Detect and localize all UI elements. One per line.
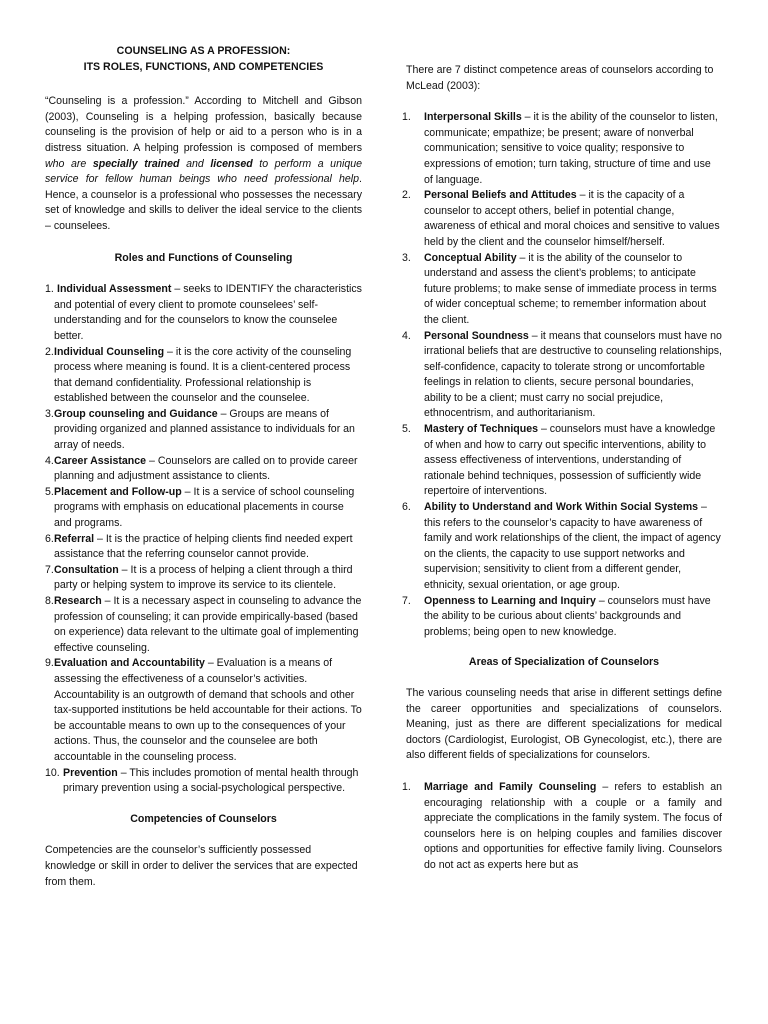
competence-description: – it is the capacity of a counselor to accept others, belief in potential change, awareness of ethical and moral choices and sensitive to values held by the client and the counselor himself/herself. — [424, 189, 720, 248]
roles-list-item — [45, 656, 362, 765]
competence-term: Personal Soundness — [424, 329, 529, 342]
roles-list-item — [45, 563, 362, 594]
list-number: 5. — [402, 423, 411, 436]
list-number: 6. — [45, 532, 54, 545]
competence-term: Interpersonal Skills — [424, 111, 522, 124]
intro-emphasis-1: who are — [45, 157, 93, 170]
competence-description: – counselors must have a knowledge of when and how to carry out specific interventions, ability to assess effectiveness of interventions, understanding of rationale behind techniques, possession of sufficiently wide repertoire of interventions. — [424, 423, 716, 498]
role-description: – It is the practice of helping clients find needed expert assistance that the referring counselor cannot provide. — [54, 532, 353, 561]
roles-heading: Roles and Functions of Counseling — [114, 251, 293, 264]
role-term: Prevention — [63, 766, 118, 779]
list-number: 6. — [402, 501, 411, 514]
specialization-list-item — [402, 780, 722, 874]
list-number: 2. — [45, 345, 54, 358]
role-description: – It is a process of helping a client through a third party or helping system to improve its service to its clientele. — [54, 563, 353, 592]
competence-term: Conceptual Ability — [424, 251, 517, 264]
list-number: 1. — [45, 283, 54, 296]
competence-list-item — [402, 251, 722, 329]
competence-term: Openness to Learning and Inquiry — [424, 594, 596, 607]
intro-emphasis-2: and — [179, 157, 211, 170]
competence-list-item — [402, 500, 722, 594]
role-description: – Groups are means of providing organized and planned assistance to individuals for an array of needs. — [54, 407, 355, 452]
competence-list-item — [402, 329, 722, 423]
role-term: Career Assistance — [54, 454, 147, 467]
roles-list-item — [45, 282, 362, 344]
right-column — [402, 63, 722, 874]
role-term: Research — [54, 595, 102, 607]
role-description: – It is a service of school counseling programs with emphasis on educational placements in course and programs. — [54, 485, 355, 530]
list-number: 7. — [402, 594, 411, 607]
competence-term: Ability to Understand and Work Within Social Systems — [424, 501, 699, 514]
role-description: – Evaluation is a means of assessing the effectiveness of a counselor’s activities. Accountability is an outgrowth of demand that schools and other tax-supported institutions be held accountable for their actions. To be accountable means to own up to the consequences of your actions. Thus, the counselor and the counselee are both accountable in the counseling process. — [54, 657, 362, 763]
specialization-heading: Areas of Specialization of Counselors — [468, 656, 660, 669]
intro-text-1: “Counseling is a profession.” According to Mitchell and Gibson (2003), Counseling is a helping profession, basically because counseling is the provision of help or aid to a person who is in a distress situation. A helping profession is composed of members — [45, 95, 362, 154]
competence-list-item — [402, 188, 722, 250]
role-description: – it is the core activity of the counseling process where meaning is found. It is a client-centered process that demand confidentiality. Professional relationship is established between the counselor and the counselee. — [54, 345, 352, 405]
role-term: Individual Assessment — [57, 283, 172, 296]
specialization-description: – refers to establish an encouraging relationship with a couple or a family and appreciate the complications in the family system. The focus of counselors here is on helping couples and families discover options and opportunities for effective family living. Counselors do not act as experts here but as — [424, 780, 722, 871]
list-number: 5. — [45, 485, 54, 498]
roles-list-item — [45, 485, 362, 532]
list-number: 10. — [45, 766, 60, 779]
specialization-list — [402, 780, 722, 874]
competence-list-item — [402, 110, 722, 188]
role-term: Group counseling and Guidance — [54, 407, 218, 420]
intro-bold-emphasis-2: licensed — [210, 157, 253, 170]
role-term: Consultation — [54, 563, 119, 576]
list-number: 7. — [45, 563, 54, 576]
competence-description: – counselors must have the ability to be curious about clients’ backgrounds and problems; being open to new knowledge. — [424, 594, 711, 638]
roles-list-item — [45, 345, 362, 407]
roles-list-item — [45, 407, 362, 454]
title-line-1: COUNSELING AS A PROFESSION: — [116, 45, 291, 57]
intro-bold-emphasis-1: specially trained — [92, 157, 180, 170]
competence-list-item — [402, 422, 722, 500]
list-number: 8. — [45, 595, 54, 607]
specialization-paragraph: The various counseling needs that arise in different settings define the career opportunities and specializations of counselors. Meaning, just as there are different specializations for medical doctors (Cardiologist, Eurologist, OB Gynecologist, etc.), there are also different fields of specializations for counselors. — [406, 686, 722, 762]
roles-list-item — [45, 766, 362, 797]
roles-list-item — [45, 532, 362, 563]
list-number: 1. — [402, 111, 411, 124]
competence-list-item — [402, 594, 722, 641]
list-number: 1. — [402, 780, 411, 793]
competence-description: – this refers to the counselor’s capacity to have awareness of family and work relationships of the client, the impact of agency on the clients, the capacity to use support networks and supervision; sensitivity to client from a different gender, ethnicity, sexual orientation, or age group. — [424, 501, 721, 591]
competencies-heading: Competencies of Counselors — [130, 812, 277, 825]
competence-areas-list — [402, 110, 722, 640]
competencies-paragraph: Competencies are the counselor’s sufficiently possessed knowledge or skill in order to deliver the services that are expected from them. — [45, 844, 358, 888]
list-number: 9. — [45, 657, 54, 670]
title-line-2: ITS ROLES, FUNCTIONS, AND COMPETENCIES — [83, 60, 324, 73]
role-description: – It is a necessary aspect in counseling to advance the profession of counseling; it can provide empirically-based (based on experience) data relevant to the ultimate goal of implementing effective counseling. — [54, 595, 362, 654]
role-description: – seeks to IDENTIFY the characteristics and potential of every client to promote counselees’ self-understanding and for the counselors to know the counselee better. — [54, 283, 362, 342]
competence-term: Mastery of Techniques — [424, 423, 539, 436]
list-number: 4. — [402, 329, 411, 342]
roles-list-item — [45, 594, 362, 656]
competence-description: – it is the ability of the counselor to understand and assess the client’s problems; to anticipate future problems; to make sense of immediate process in terms of wider conceptual scheme; to remember information about the client. — [424, 251, 717, 326]
roles-list-item — [45, 454, 362, 485]
role-term: Referral — [54, 532, 95, 545]
competence-intro: There are 7 distinct competence areas of counselors according to McLead (2003): — [406, 64, 714, 92]
competence-description: – it is the ability of the counselor to listen, communicate; empathize; be present; aware of nonverbal communication; sensitive to voice quality; responsive to expressions of emotion; turn taking, structure of time and use of language. — [424, 111, 718, 186]
list-number: 4. — [45, 454, 54, 467]
role-term: Individual Counseling — [54, 345, 165, 358]
intro-emphasis-3: to perform a unique service for fellow human beings who need professional help — [45, 157, 362, 186]
list-number: 2. — [402, 189, 411, 202]
role-term: Evaluation and Accountability — [54, 657, 205, 670]
intro-text-2: . Hence, a counselor is a professional who possesses the necessary set of knowledge and skills to deliver the ideal service to the clients – counselees. — [45, 173, 362, 232]
competence-description: – it means that counselors must have no irrational beliefs that are destructive to counseling relationships, self-confidence, capacity to tolerate strong or uncomfortable feelings in relation to clients, secure personal boundaries, ability to be a client; must carry no social prejudice, ethnocentrism, and authoritarianism. — [424, 329, 722, 420]
role-description: – Counselors are called on to provide career planning and adjustment assistance to clients. — [54, 454, 358, 483]
role-description: – This includes promotion of mental health through primary prevention using a social-psychological perspective. — [63, 766, 359, 795]
role-term: Placement and Follow-up — [54, 485, 182, 498]
competence-term: Personal Beliefs and Attitudes — [424, 189, 577, 202]
left-column — [45, 44, 362, 890]
intro-paragraph — [45, 94, 362, 234]
roles-list — [45, 282, 362, 797]
list-number: 3. — [45, 407, 54, 420]
specialization-term: Marriage and Family Counseling — [424, 780, 597, 793]
list-number: 3. — [402, 251, 411, 264]
